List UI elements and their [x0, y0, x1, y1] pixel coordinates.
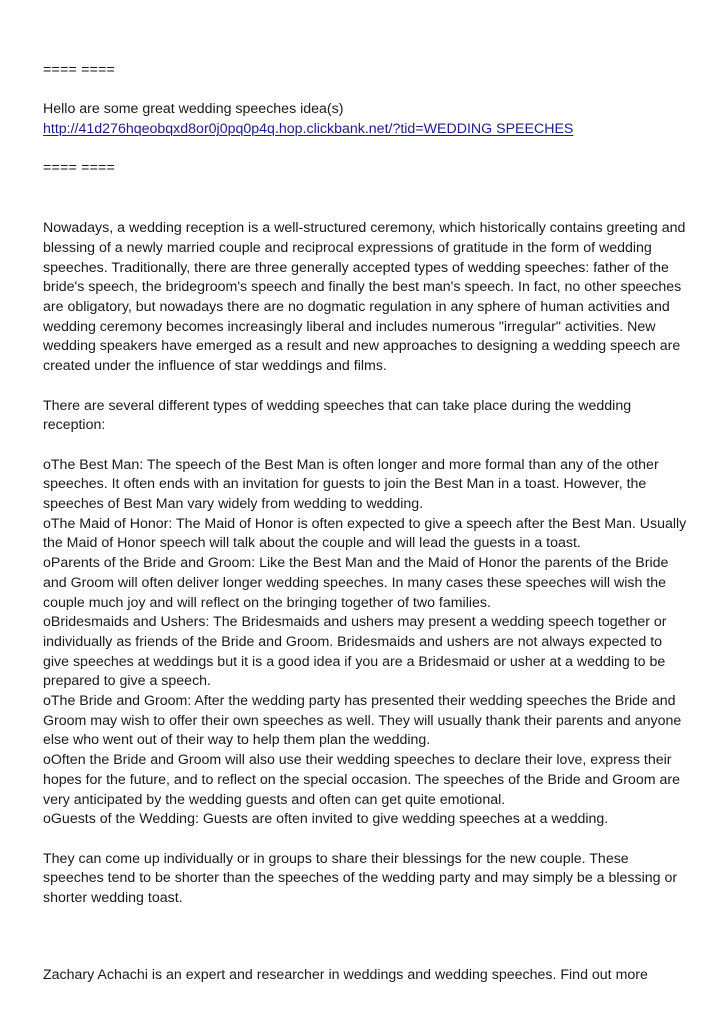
document-page: [43, 61, 691, 985]
paragraph-intro: Nowadays, a wedding reception is a well-structured ceremony, which historically contains greeting and blessing of a newly married couple and reciprocal expressions of gratitude in the form of wedding speeches. Traditionally, there are three generally accepted types of wedding speeches: father of the bride's speech, the bridegroom's speech and finally the best man's speech. In fact, no other speeches are obligatory, but nowadays there are no dogmatic regulation in any sphere of human activities and wedding ceremony becomes increasingly liberal and includes numerous "irregular" activities. New wedding speakers have emerged as a result and new approaches to designing a wedding speech are created under the influence of star weddings and films.: [43, 220, 686, 375]
paragraph-types: There are several different types of wedding speeches that can take place during the wedding reception:: [43, 397, 632, 434]
paragraph-guests: They can come up individually or in groups to share their blessings for the new couple. These speeches tend to be shorter than the speeches of the wedding party and may simply be a blessing or shorter wedding toast.: [43, 850, 678, 907]
separator-top: ==== ====: [43, 62, 116, 78]
spacer: [43, 830, 691, 850]
list-item: oOften the Bride and Groom will also use their wedding speeches to declare their love, express their hopes for the future, and to reflect on the special occasion. The speeches of the Bride and Groom are very anticipated by the wedding guests and often can get quite emotional.: [43, 752, 680, 808]
spacer: [43, 909, 691, 966]
list-item: oGuests of the Wedding: Guests are often invited to give wedding speeches at a wedding.: [43, 811, 609, 828]
intro-text: Hello are some great wedding speeches idea(s): [43, 101, 344, 118]
spacer: [43, 179, 691, 219]
spacer: [43, 81, 691, 101]
separator-bottom: ==== ====: [43, 160, 116, 177]
list-item: oBridesmaids and Ushers: The Bridesmaids and ushers may present a wedding speech together or individually as friends of the Bride and Groom. Bridesmaids and ushers are not always expected to give speeches at weddings but it is a good idea if you are a Bridesmaid or usher at a wedding to be prepared to give a speech.: [43, 614, 667, 690]
spacer: [43, 436, 691, 456]
affiliate-link[interactable]: http://41d276hqeobqxd8or0j0pq0p4q.hop.clickbank.net/?tid=WEDDING SPEECHES: [43, 121, 574, 138]
author-bio: Zachary Achachi is an expert and researcher in weddings and wedding speeches. Find out more: [43, 966, 648, 983]
list-item: oThe Bride and Groom: After the wedding party has presented their wedding speeches the Bride and Groom may wish to offer their own speeches as well. They will usually thank their parents and anyone else who went out of their way to help them plan the wedding.: [43, 693, 682, 749]
spacer: [43, 140, 691, 160]
list-item: oThe Maid of Honor: The Maid of Honor is often expected to give a speech after the Best Man. Usually the Maid of Honor speech will talk about the couple and will lead the guests in a toast.: [43, 515, 687, 552]
spacer: [43, 377, 691, 397]
list-item: oThe Best Man: The speech of the Best Man is often longer and more formal than any of the other speeches. It often ends with an invitation for guests to join the Best Man in a toast. However, the speeches of Best Man vary widely from wedding to wedding.: [43, 456, 659, 512]
list-item: oParents of the Bride and Groom: Like the Best Man and the Maid of Honor the parents of the Bride and Groom will often deliver longer wedding speeches. In many cases these speeches will wish the couple much joy and will reflect on the bringing together of two families.: [43, 555, 669, 611]
